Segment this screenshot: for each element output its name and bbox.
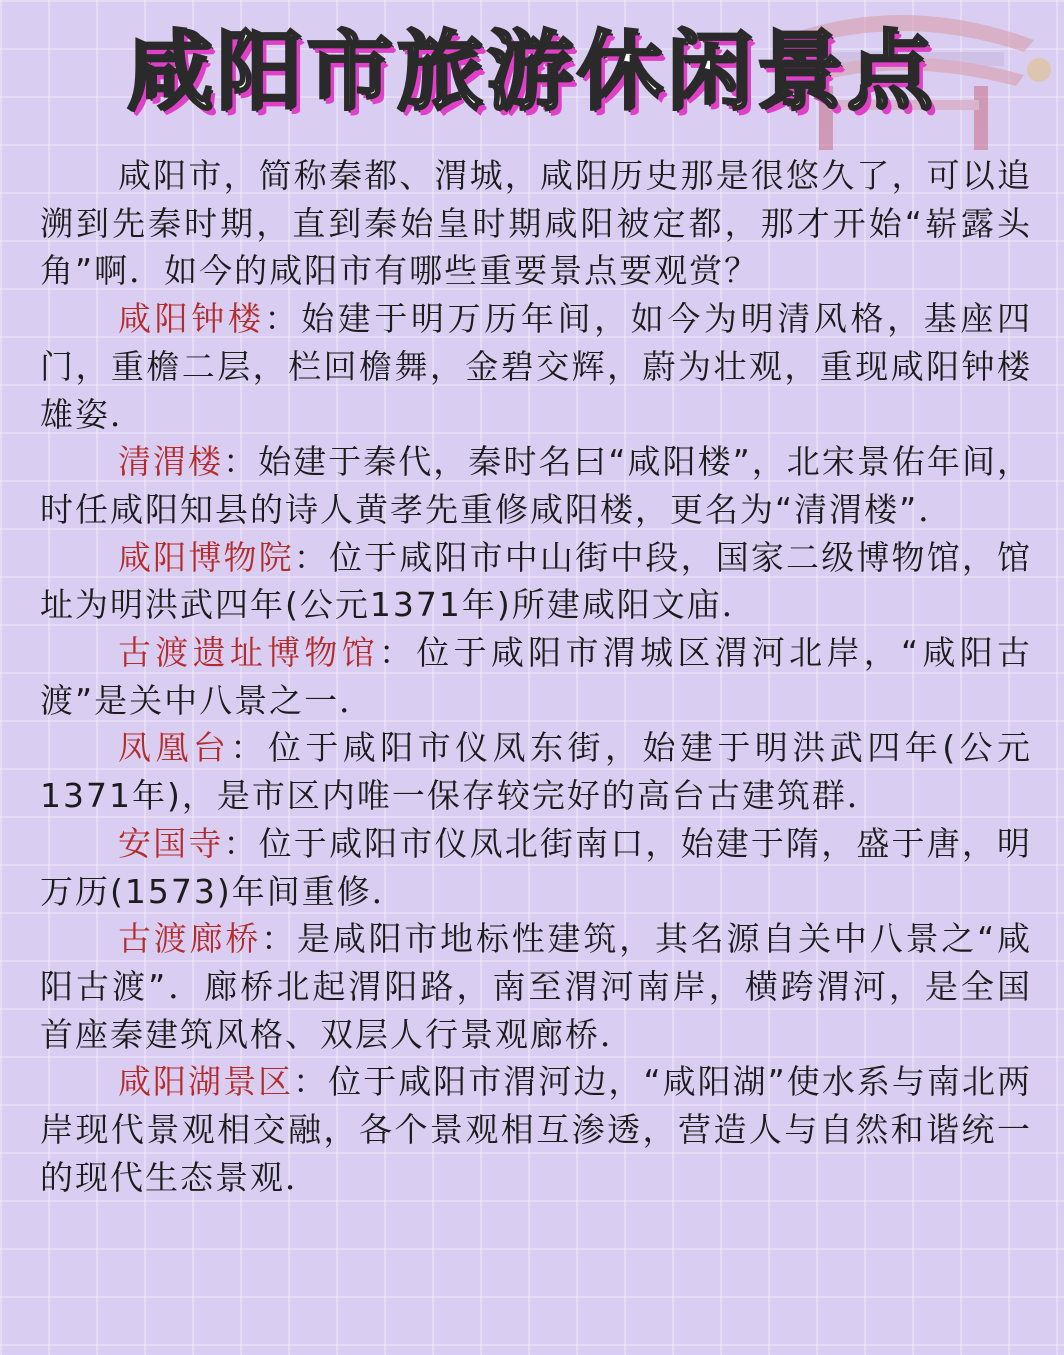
spot-description: ：位于咸阳市渭城区渭河北岸，“咸阳古渡”是关中八景之一．: [40, 633, 1032, 720]
spot-paragraph: [40, 915, 1032, 1058]
spot-description: ：位于咸阳市仪凤北街南口，始建于隋，盛于唐，明万历(1573)年间重修．: [40, 823, 1033, 911]
spot-paragraph: [40, 438, 1032, 533]
article-body: [40, 152, 1032, 1201]
spot-description: ：始建于明万历年间，如今为明清风格，基座四门，重檐二层，栏回檐舞，金碧交辉，蔚为壮观，重现咸阳钟楼雄姿．: [40, 299, 1032, 434]
page-title: 咸阳市旅游休闲景点: [127, 22, 937, 122]
spot-name: 清渭楼: [118, 442, 224, 482]
spot-name: 古渡遗址博物馆: [118, 633, 380, 673]
spot-description: ：是咸阳市地标性建筑，其名源自关中八景之“咸阳古渡”．廊桥北起渭阳路，南至渭河南岸，横跨渭河，是全国首座秦建筑风格、双层人行景观廊桥．: [40, 919, 1032, 1054]
spot-description: ：始建于秦代，秦时名曰“咸阳楼”，北宋景佑年间，时任咸阳知县的诗人黄孝先重修咸阳楼，更名为“清渭楼”．: [40, 442, 1032, 529]
spot-paragraph: [40, 295, 1032, 438]
spot-paragraph: [40, 629, 1032, 724]
spot-description: ：位于咸阳市仪凤东街，始建于明洪武四年(公元1371年)，是市区内唯一保存较完好的高台古建筑群．: [40, 728, 1032, 816]
spot-paragraph: [40, 724, 1032, 819]
spot-name: 古渡廊桥: [118, 919, 262, 959]
spot-description: ：位于咸阳市中山街中段，国家二级博物馆，馆址为明洪武四年(公元1371年)所建咸阳文庙．: [40, 537, 1033, 625]
spot-name: 咸阳钟楼: [118, 299, 265, 339]
spot-paragraph: [40, 820, 1032, 915]
intro-paragraph: 咸阳市，简称秦都、渭城，咸阳历史那是很悠久了，可以追溯到先秦时期，直到秦始皇时期咸阳被定都，那才开始“崭露头角”啊．如今的咸阳市有哪些重要景点要观赏？: [40, 156, 1032, 291]
spot-paragraph: [40, 534, 1032, 629]
spot-description: ：位于咸阳市渭河边，“咸阳湖”使水系与南北两岸现代景观相交融，各个景观相互渗透，营造人与自然和谐统一的现代生态景观．: [40, 1062, 1032, 1197]
spot-name: 咸阳博物院: [118, 537, 294, 577]
spot-name: 安国寺: [118, 823, 224, 863]
spot-name: 凤凰台: [118, 728, 231, 768]
spot-name: 咸阳湖景区: [118, 1062, 294, 1102]
spot-paragraph: [40, 1058, 1032, 1201]
